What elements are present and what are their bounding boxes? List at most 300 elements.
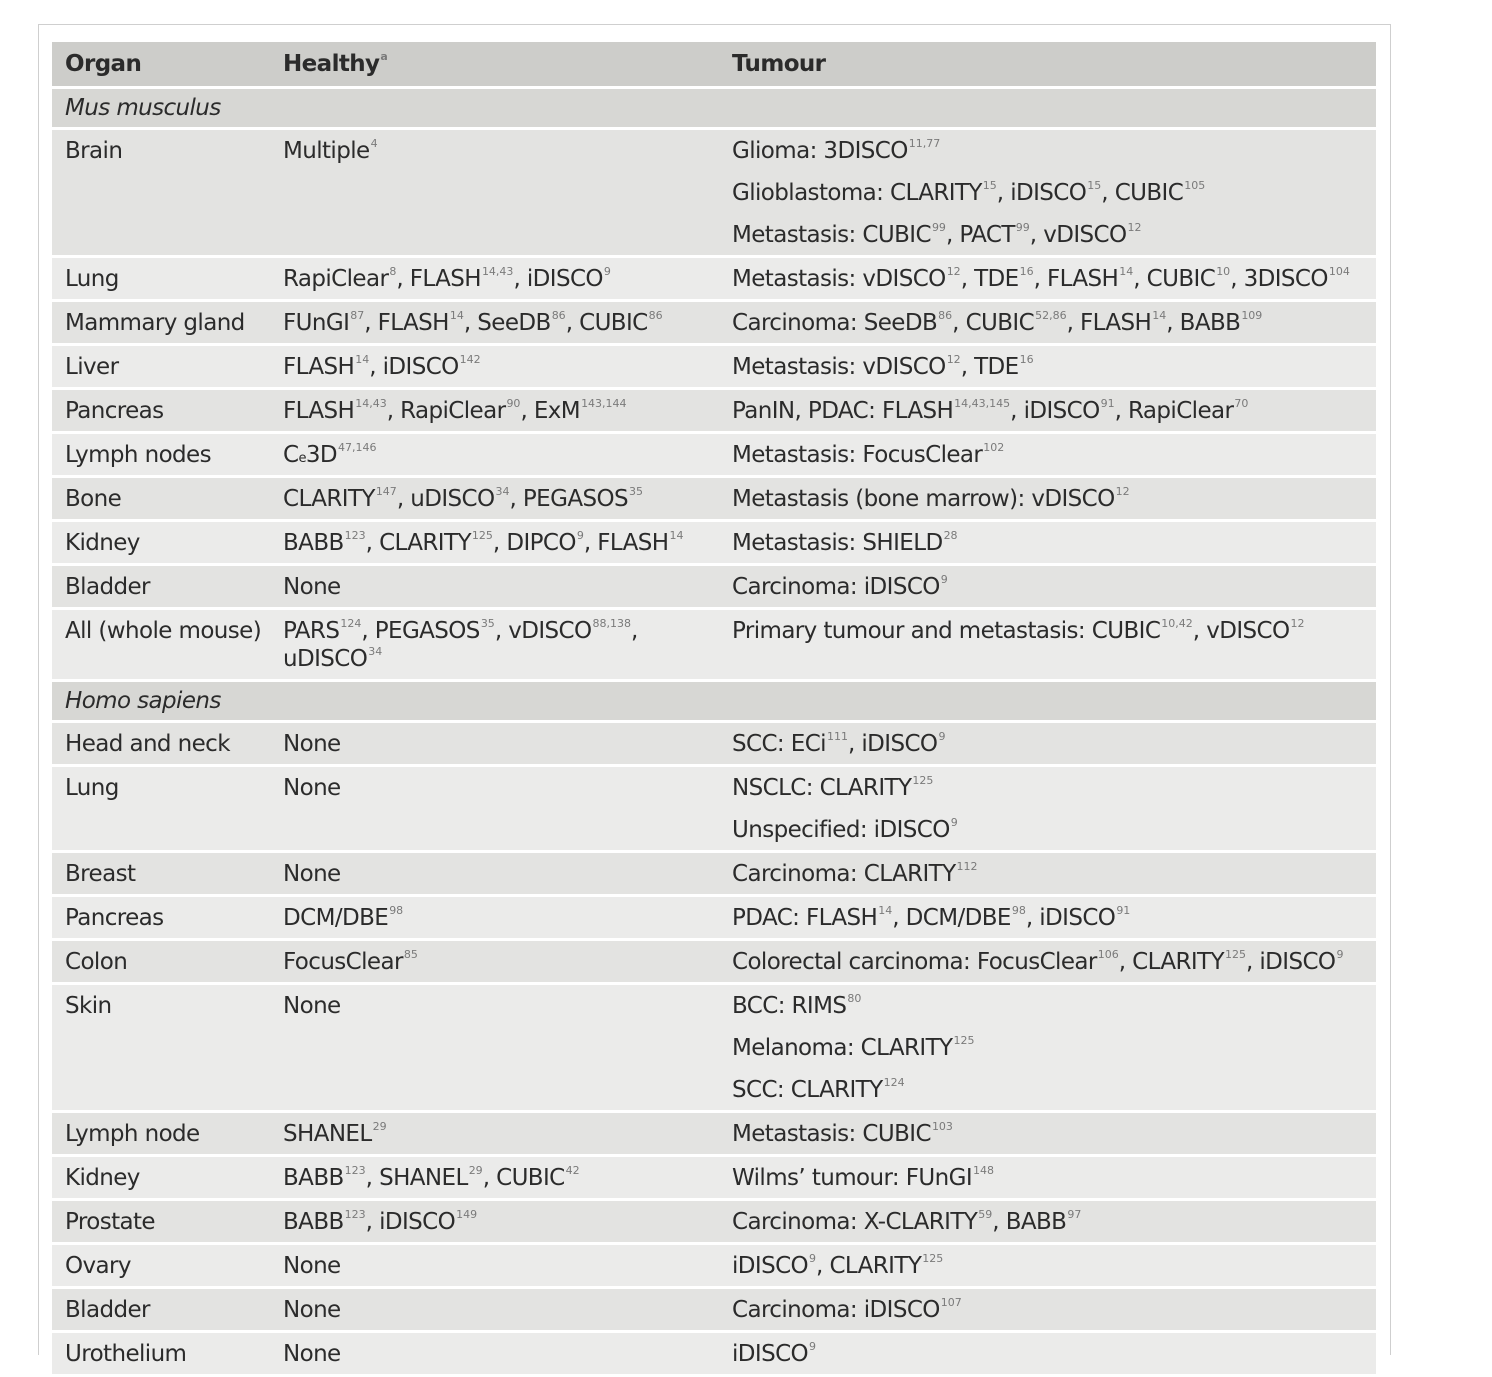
organ-cell: Head and neck (65, 731, 230, 757)
header-healthy-footnote: a (380, 50, 388, 63)
cell-text: , CUBIC (1101, 180, 1184, 206)
reference-superscript: 123 (344, 529, 366, 542)
table-row (52, 390, 1376, 434)
reference-superscript: 14,43,145 (954, 397, 1011, 410)
cell-text: Carcinoma: CLARITY (732, 861, 956, 887)
reference-superscript: 28 (943, 529, 958, 542)
cell-line (732, 1252, 1376, 1280)
organ-cell: Bladder (65, 574, 150, 600)
organ-cell: Skin (65, 993, 112, 1019)
reference-superscript: 90 (506, 397, 521, 410)
cell-line (732, 617, 1376, 645)
cell-line (732, 992, 1376, 1020)
organ-cell: Brain (65, 138, 123, 164)
cell-line (732, 1208, 1376, 1236)
cell-line (732, 1034, 1376, 1062)
cell-line (283, 353, 719, 381)
cell-line (732, 573, 1376, 601)
cell-line (732, 485, 1376, 513)
reference-superscript: 16 (1019, 353, 1034, 366)
cell-line (732, 1296, 1376, 1324)
reference-superscript: 12 (1127, 221, 1142, 234)
healthy-cell (270, 309, 719, 337)
cell-text: , TDE (960, 266, 1019, 292)
reference-superscript: 47,146 (338, 441, 377, 454)
reference-superscript: 98 (389, 904, 404, 917)
reference-superscript: 86 (551, 309, 566, 322)
cell-text: Metastasis (bone marrow): vDISCO (732, 486, 1115, 512)
cell-text: , ExM (520, 398, 581, 424)
table-row (52, 1289, 1376, 1333)
tumour-cell (719, 137, 1376, 249)
reference-superscript: 107 (940, 1296, 962, 1309)
cell-line (732, 1076, 1376, 1104)
header-healthy-label: Healthy (283, 51, 380, 77)
cell-text: SCC: CLARITY (732, 1077, 883, 1103)
cell-text: , CUBIC (1133, 266, 1216, 292)
reference-superscript: 14,43 (481, 265, 514, 278)
cell-line (732, 529, 1376, 557)
cell-line (732, 1164, 1376, 1192)
cell-text: BABB (283, 530, 344, 556)
healthy-cell (270, 992, 719, 1104)
reference-superscript: 12 (946, 265, 961, 278)
organ-cell: Lymph nodes (65, 442, 211, 468)
table-row (52, 767, 1376, 853)
table-row (52, 1113, 1376, 1157)
reference-superscript: 10,42 (1161, 617, 1193, 630)
table-body (52, 89, 1376, 1377)
cell-line (283, 1208, 719, 1236)
organ-cell: Bone (65, 486, 122, 512)
cell-text: , FLASH (1066, 310, 1152, 336)
reference-superscript: 148 (973, 1164, 995, 1177)
reference-superscript: 123 (344, 1208, 366, 1221)
tumour-cell (719, 1252, 1376, 1280)
reference-superscript: 70 (1234, 397, 1249, 410)
cell-text: , CLARITY (365, 530, 471, 556)
reference-superscript: 125 (1224, 948, 1246, 961)
organ-cell: Bladder (65, 1297, 150, 1323)
cell-text: , BABB (992, 1209, 1067, 1235)
reference-superscript: 86 (648, 309, 663, 322)
cell-line (732, 730, 1376, 758)
reference-superscript: 98 (1011, 904, 1026, 917)
cell-text: , CUBIC (565, 310, 648, 336)
table-row (52, 130, 1376, 258)
table-row (52, 478, 1376, 522)
organ-cell: Lung (65, 266, 119, 292)
cell-text: None (283, 861, 341, 887)
tumour-cell (719, 265, 1376, 293)
reference-superscript: 105 (1184, 179, 1206, 192)
reference-superscript: 9 (809, 1340, 817, 1353)
reference-superscript: 9 (603, 265, 611, 278)
healthy-cell (270, 730, 719, 758)
reference-superscript: 142 (459, 353, 481, 366)
cell-text: , vDISCO (1029, 222, 1127, 248)
cell-line (283, 1340, 719, 1368)
cell-text: Carcinoma: X-CLARITY (732, 1209, 978, 1235)
reference-superscript: 14,43 (355, 397, 387, 410)
tumour-cell (719, 397, 1376, 425)
cell-line (283, 645, 719, 673)
tumour-cell (719, 1208, 1376, 1236)
cell-text: , CLARITY (816, 1253, 922, 1279)
reference-superscript: 99 (931, 221, 946, 234)
tumour-cell (719, 992, 1376, 1104)
cell-text: PDAC: FLASH (732, 905, 878, 931)
cell-line (283, 265, 719, 293)
reference-superscript: 29 (468, 1164, 483, 1177)
table-row (52, 1333, 1376, 1377)
cell-text: , iDISCO (1245, 949, 1336, 975)
cell-line (283, 904, 719, 932)
tumour-cell (719, 730, 1376, 758)
organ-cell: Pancreas (65, 398, 164, 424)
organ-cell: Lung (65, 775, 119, 801)
cell-text: iDISCO (732, 1253, 809, 1279)
cell-text: , 3DISCO (1230, 266, 1328, 292)
healthy-cell (270, 441, 719, 469)
tumour-cell (719, 485, 1376, 513)
organ-cell: Breast (65, 861, 136, 887)
cell-line (283, 992, 719, 1020)
cell-line (283, 948, 719, 976)
reference-superscript: 14 (355, 353, 370, 366)
healthy-cell (270, 774, 719, 844)
organ-cell: Colon (65, 949, 128, 975)
cell-line (283, 441, 719, 469)
cell-text: BCC: RIMS (732, 993, 847, 1019)
cell-text: , PEGASOS (509, 486, 628, 512)
data-table (52, 42, 1376, 1377)
cell-line (732, 221, 1376, 249)
cell-text: iDISCO (732, 1341, 809, 1367)
organ-cell: Liver (65, 354, 119, 380)
cell-text: , PACT (945, 222, 1015, 248)
cell-text: RapiClear (283, 266, 389, 292)
healthy-cell (270, 904, 719, 932)
cell-text: None (283, 993, 341, 1019)
cell-text: 3D (305, 442, 338, 468)
table-row (52, 897, 1376, 941)
organ-cell: Mammary gland (65, 310, 245, 336)
reference-superscript: 106 (1097, 948, 1119, 961)
reference-superscript: 109 (1241, 309, 1263, 322)
reference-superscript: 29 (372, 1120, 387, 1133)
subscript: e (298, 451, 306, 466)
cell-line (732, 397, 1376, 425)
cell-text: , vDISCO (494, 618, 592, 644)
tumour-cell (719, 573, 1376, 601)
healthy-cell (270, 1252, 719, 1280)
reference-superscript: 87 (350, 309, 365, 322)
cell-text: , FLASH (396, 266, 481, 292)
cell-line (732, 179, 1376, 207)
reference-superscript: 35 (628, 485, 643, 498)
cell-text: , RapiClear (1114, 398, 1234, 424)
reference-superscript: 99 (1015, 221, 1030, 234)
reference-superscript: 111 (826, 730, 848, 743)
cell-line (732, 1340, 1376, 1368)
reference-superscript: 11,77 (908, 137, 941, 150)
cell-text: , iDISCO (996, 180, 1087, 206)
healthy-cell (270, 573, 719, 601)
reference-superscript: 12 (1290, 617, 1305, 630)
reference-superscript: 103 (931, 1120, 953, 1133)
tumour-cell (719, 904, 1376, 932)
cell-text: C (283, 442, 299, 468)
cell-text: SCC: ECi (732, 731, 826, 757)
table-row (52, 258, 1376, 302)
section-title: Mus musculus (65, 95, 221, 121)
reference-superscript: 124 (883, 1076, 905, 1089)
table-row (52, 346, 1376, 390)
healthy-cell (270, 1340, 719, 1368)
tumour-cell (719, 1340, 1376, 1368)
section-title: Homo sapiens (65, 688, 221, 714)
cell-text: Wilms’ tumour: FUnGI (732, 1165, 973, 1191)
cell-text: , FLASH (1033, 266, 1119, 292)
cell-line (732, 948, 1376, 976)
cell-text: , FLASH (364, 310, 449, 336)
cell-text: Metastasis: CUBIC (732, 1121, 931, 1147)
cell-text: None (283, 1253, 341, 1279)
tumour-cell (719, 1164, 1376, 1192)
cell-line (283, 617, 719, 645)
healthy-cell (270, 529, 719, 557)
cell-line (283, 397, 719, 425)
reference-superscript: 14 (1152, 309, 1167, 322)
cell-text: , DIPCO (492, 530, 576, 556)
section-row (52, 89, 1376, 130)
cell-line (732, 816, 1376, 844)
healthy-cell (270, 1208, 719, 1236)
cell-line (283, 1296, 719, 1324)
reference-superscript: 9 (809, 1252, 817, 1265)
cell-line (732, 265, 1376, 293)
reference-superscript: 14 (669, 529, 684, 542)
cell-line (283, 860, 719, 888)
cell-text: Unspecified: iDISCO (732, 817, 950, 843)
organ-cell: Kidney (65, 1165, 140, 1191)
cell-text: , RapiClear (386, 398, 506, 424)
cell-text: None (283, 574, 341, 600)
reference-superscript: 34 (368, 645, 383, 658)
table-row (52, 985, 1376, 1113)
healthy-cell (270, 1296, 719, 1324)
reference-superscript: 4 (370, 137, 378, 150)
table-row (52, 566, 1376, 610)
cell-text: , BABB (1166, 310, 1241, 336)
tumour-cell (719, 774, 1376, 844)
organ-cell: Pancreas (65, 905, 164, 931)
reference-superscript: 91 (1100, 397, 1115, 410)
reference-superscript: 52,86 (1035, 309, 1067, 322)
reference-superscript: 34 (495, 485, 510, 498)
table-row (52, 723, 1376, 767)
cell-line (283, 137, 719, 165)
reference-superscript: 112 (956, 860, 978, 873)
table-header (52, 42, 1376, 89)
cell-text: , iDISCO (1025, 905, 1116, 931)
cell-text: Metastasis: SHIELD (732, 530, 943, 556)
tumour-cell (719, 1296, 1376, 1324)
reference-superscript: 86 (938, 309, 953, 322)
cell-line (283, 1252, 719, 1280)
cell-text: Carcinoma: iDISCO (732, 1297, 940, 1323)
cell-text: , vDISCO (1192, 618, 1290, 644)
healthy-cell (270, 353, 719, 381)
cell-text: , (631, 618, 638, 644)
reference-superscript: 80 (847, 992, 862, 1005)
reference-superscript: 88,138 (592, 617, 632, 630)
cell-text: FUnGI (283, 310, 350, 336)
table-row (52, 302, 1376, 346)
cell-text: , uDISCO (396, 486, 495, 512)
cell-text: , iDISCO (369, 354, 459, 380)
cell-text: , SeeDB (463, 310, 551, 336)
organ-cell: Prostate (65, 1209, 155, 1235)
reference-superscript: 35 (480, 617, 495, 630)
cell-text: NSCLC: CLARITY (732, 775, 912, 801)
reference-superscript: 143,144 (581, 397, 627, 410)
reference-superscript: 9 (950, 816, 958, 829)
cell-text: Metastasis: vDISCO (732, 354, 946, 380)
cell-text: None (283, 731, 341, 757)
cell-text: , iDISCO (513, 266, 603, 292)
reference-superscript: 124 (340, 617, 362, 630)
cell-text: Melanoma: CLARITY (732, 1035, 953, 1061)
cell-line (283, 485, 719, 513)
cell-line (283, 573, 719, 601)
section-row (52, 682, 1376, 723)
cell-text: PanIN, PDAC: FLASH (732, 398, 954, 424)
reference-superscript: 15 (982, 179, 997, 192)
cell-text: Colorectal carcinoma: FocusClear (732, 949, 1097, 975)
cell-text: , CUBIC (952, 310, 1035, 336)
cell-text: BABB (283, 1165, 344, 1191)
table-row (52, 610, 1376, 682)
reference-superscript: 125 (922, 1252, 944, 1265)
healthy-cell (270, 948, 719, 976)
reference-superscript: 14 (878, 904, 893, 917)
cell-line (283, 774, 719, 802)
reference-superscript: 15 (1087, 179, 1102, 192)
reference-superscript: 147 (375, 485, 397, 498)
cell-text: FocusClear (283, 949, 403, 975)
organ-cell: Ovary (65, 1253, 131, 1279)
cell-text: Metastasis: CUBIC (732, 222, 931, 248)
cell-text: uDISCO (283, 646, 368, 672)
reference-superscript: 8 (389, 265, 397, 278)
cell-line (732, 904, 1376, 932)
cell-text: Multiple (283, 138, 370, 164)
cell-text: BABB (283, 1209, 344, 1235)
tumour-cell (719, 441, 1376, 469)
organ-cell: Lymph node (65, 1121, 200, 1147)
cell-text: FLASH (283, 354, 355, 380)
tumour-cell (719, 309, 1376, 337)
reference-superscript: 42 (565, 1164, 580, 1177)
reference-superscript: 104 (1328, 265, 1350, 278)
healthy-cell (270, 485, 719, 513)
reference-superscript: 125 (912, 774, 934, 787)
table-row (52, 1157, 1376, 1201)
reference-superscript: 16 (1019, 265, 1034, 278)
reference-superscript: 9 (940, 573, 948, 586)
cell-text: , FLASH (583, 530, 669, 556)
table-row (52, 522, 1376, 566)
tumour-cell (719, 860, 1376, 888)
cell-text: , DCM/DBE (892, 905, 1011, 931)
cell-text: , iDISCO (365, 1209, 456, 1235)
cell-text: PARS (283, 618, 340, 644)
organ-cell: Urothelium (65, 1341, 187, 1367)
cell-text: Glioblastoma: CLARITY (732, 180, 982, 206)
reference-superscript: 9 (938, 730, 946, 743)
cell-text: FLASH (283, 398, 355, 424)
healthy-cell (270, 860, 719, 888)
table-row (52, 434, 1376, 478)
cell-line (732, 441, 1376, 469)
reference-superscript: 85 (403, 948, 418, 961)
cell-line (283, 529, 719, 557)
reference-superscript: 12 (1115, 485, 1130, 498)
healthy-cell (270, 1164, 719, 1192)
cell-text: , CUBIC (482, 1165, 565, 1191)
healthy-cell (270, 617, 719, 673)
cell-text: Carcinoma: iDISCO (732, 574, 940, 600)
reference-superscript: 12 (946, 353, 961, 366)
reference-superscript: 10 (1216, 265, 1231, 278)
cell-text: , iDISCO (1010, 398, 1100, 424)
header-organ: Organ (65, 51, 142, 77)
cell-text: Metastasis: FocusClear (732, 442, 983, 468)
cell-text: None (283, 1297, 341, 1323)
reference-superscript: 91 (1116, 904, 1131, 917)
tumour-cell (719, 353, 1376, 381)
cell-line (283, 730, 719, 758)
reference-superscript: 9 (576, 529, 584, 542)
reference-superscript: 97 (1067, 1208, 1082, 1221)
reference-superscript: 59 (978, 1208, 993, 1221)
cell-text: Metastasis: vDISCO (732, 266, 946, 292)
healthy-cell (270, 1120, 719, 1148)
reference-superscript: 14 (1119, 265, 1134, 278)
table-row (52, 941, 1376, 985)
healthy-cell (270, 137, 719, 249)
cell-text: DCM/DBE (283, 905, 389, 931)
organ-cell: Kidney (65, 530, 140, 556)
cell-line (732, 309, 1376, 337)
cell-text: Carcinoma: SeeDB (732, 310, 938, 336)
reference-superscript: 123 (344, 1164, 366, 1177)
cell-text: , PEGASOS (361, 618, 480, 644)
cell-text: CLARITY (283, 486, 375, 512)
cell-line (732, 353, 1376, 381)
cell-line (732, 137, 1376, 165)
reference-superscript: 125 (471, 529, 493, 542)
reference-superscript: 9 (1336, 948, 1344, 961)
cell-line (283, 1164, 719, 1192)
header-tumour: Tumour (732, 51, 826, 77)
cell-text: None (283, 775, 341, 801)
cell-line (732, 860, 1376, 888)
healthy-cell (270, 397, 719, 425)
cell-text: SHANEL (283, 1121, 372, 1147)
